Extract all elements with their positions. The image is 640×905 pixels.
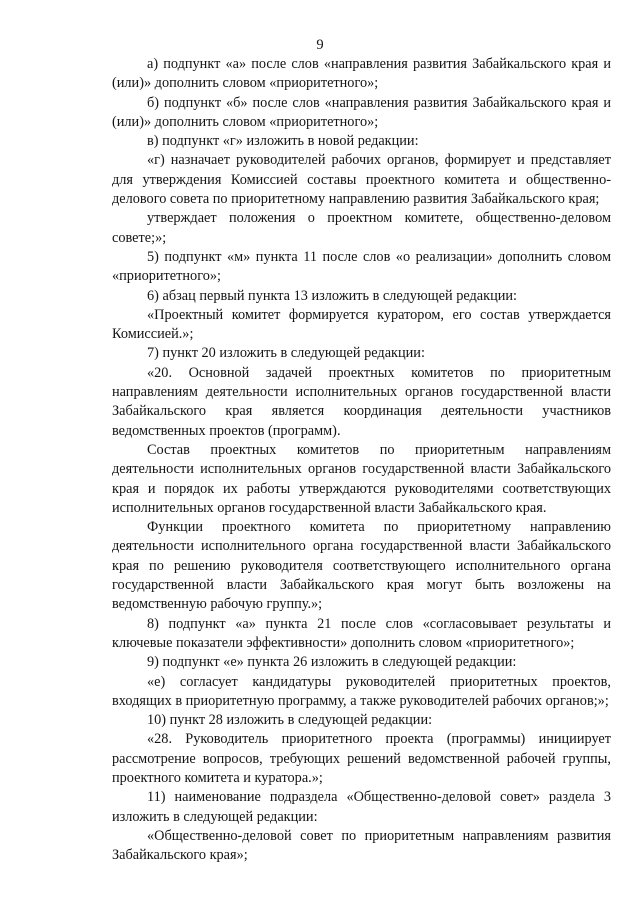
paragraph: 8) подпункт «а» пункта 21 после слов «согласовывает результаты и ключевые показатели эффективности» дополнить словом «приоритетного»; <box>112 615 611 651</box>
document-body <box>112 55 611 865</box>
paragraph: «Общественно-деловой совет по приоритетным направлениям развития Забайкальского края»; <box>112 827 611 864</box>
paragraph: в) подпункт «г» изложить в новой редакции: <box>147 133 419 150</box>
paragraph: «е) согласует кандидатуры руководителей приоритетных проектов, входящих в приоритетную программу, а также руководителей рабочих органов;»; <box>112 673 611 709</box>
paragraph: утверждает положения о проектном комитете, общественно-деловом совете;»; <box>112 210 611 246</box>
paragraph: 11) наименование подраздела «Общественно-деловой совет» раздела 3 изложить в следующей редакции: <box>112 789 611 825</box>
paragraph: 10) пункт 28 изложить в следующей редакции: <box>147 712 433 729</box>
paragraph: 6) абзац первый пункта 13 изложить в следующей редакции: <box>147 287 518 304</box>
paragraph: 7) пункт 20 изложить в следующей редакции: <box>147 345 425 362</box>
paragraph: «г) назначает руководителей рабочих органов, формирует и представляет для утверждения Комиссией составы проектного комитета и общественно-делового совета по приоритетному направлению развития Забайкальского края; <box>112 152 611 208</box>
paragraph: Функции проектного комитета по приоритетному направлению деятельности исполнительного органа государственной власти Забайкальского края по решению руководителя соответствующего исполнительного органа государственной власти Забайкальского края могут быть возложены на ведомственную рабочую группу.»; <box>112 519 611 613</box>
paragraph: 9) подпункт «е» пункта 26 изложить в следующей редакции: <box>147 654 517 671</box>
paragraph: «20. Основной задачей проектных комитетов по приоритетным направлениям деятельности исполнительных органов государственной власти Забайкальского края является координация деятельности участников ведомственных проектов (программ). <box>112 364 611 439</box>
paragraph: Состав проектных комитетов по приоритетным направлениям деятельности исполнительных органов государственной власти Забайкальского края и порядок их работы утверждаются руководителями соответствующих исполнительных органов государственной власти Забайкальского края. <box>112 441 611 516</box>
paragraph: «Проектный комитет формируется куратором, его состав утверждается Комиссией.»; <box>112 306 611 343</box>
paragraph: «28. Руководитель приоритетного проекта (программы) инициирует рассмотрение вопросов, требующих решений ведомственной рабочей группы, проектного комитета и куратора.»; <box>112 731 611 786</box>
paragraph: б) подпункт «б» после слов «направления развития Забайкальского края и (или)» дополнить словом «приоритетного»; <box>112 94 611 130</box>
paragraph: а) подпункт «а» после слов «направления развития Забайкальского края и (или)» дополнить словом «приоритетного»; <box>112 56 611 92</box>
page-number: 9 <box>316 37 324 53</box>
paragraph: 5) подпункт «м» пункта 11 после слов «о реализации» дополнить словом «приоритетного»; <box>112 248 611 285</box>
